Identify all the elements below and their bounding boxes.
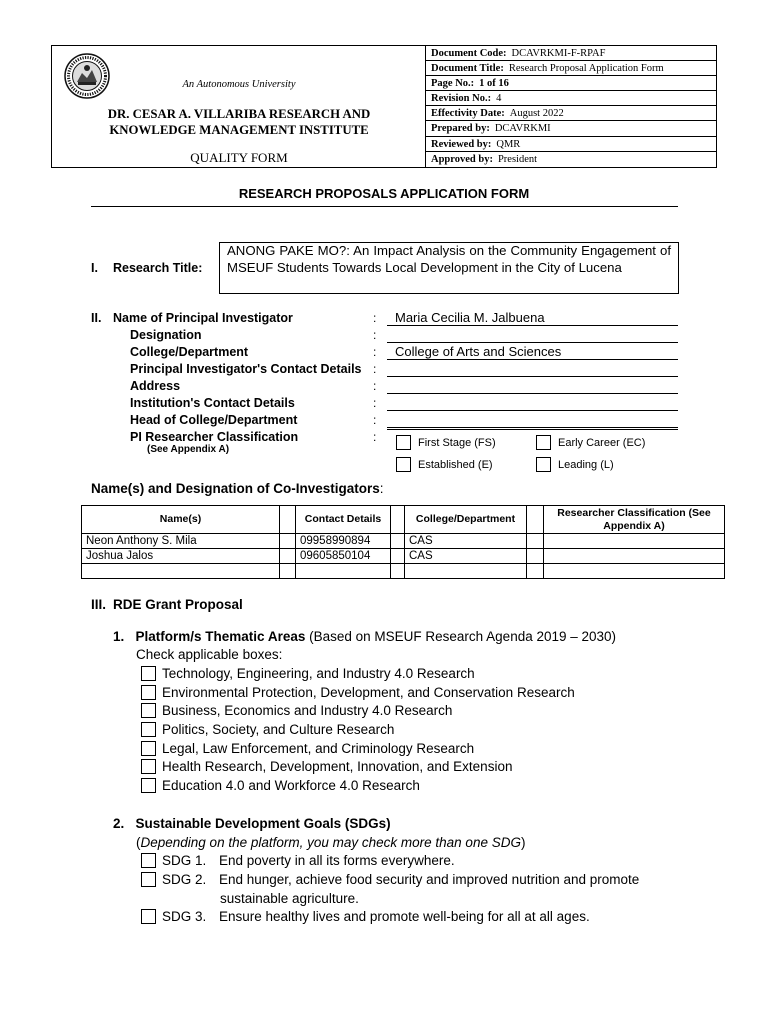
document-header: [51, 45, 717, 168]
institute-name-line1: DR. CESAR A. VILLARIBA RESEARCH AND: [107, 107, 371, 121]
platform-option[interactable]: Health Research, Development, Innovation, and Extension: [141, 757, 701, 776]
platform-heading: 1. Platform/s Thematic Areas (Based on MSEUF Research Agenda 2019 – 2030): [113, 629, 617, 644]
address-field[interactable]: [387, 378, 678, 394]
checkbox[interactable]: [141, 722, 156, 737]
coinvestigators-heading: Name(s) and Designation of Co-Investigators:: [91, 481, 384, 496]
class-cell[interactable]: [544, 564, 725, 579]
colon: :: [373, 430, 377, 444]
checkbox[interactable]: [141, 853, 156, 868]
meta-row: Revision No.: 4: [426, 91, 716, 106]
option-early-career[interactable]: Early Career (EC): [536, 435, 645, 450]
meta-row: Approved by: President: [431, 153, 538, 165]
option-leading[interactable]: Leading (L): [536, 457, 614, 472]
pi-contact-field[interactable]: [387, 361, 678, 377]
checkbox[interactable]: [141, 778, 156, 793]
meta-row: Page No.: 1 of 16: [426, 76, 716, 91]
classification-label: PI Researcher Classification: [130, 430, 299, 444]
checkbox[interactable]: [141, 909, 156, 924]
platform-option[interactable]: Environmental Protection, Development, and Conservation Research: [141, 683, 701, 702]
colon: :: [373, 413, 377, 427]
pi-name-label: Name of Principal Investigator: [113, 311, 293, 325]
sdg-heading: 2. Sustainable Development Goals (SDGs): [113, 816, 391, 831]
coinvestigators-table: [81, 505, 725, 579]
college-cell[interactable]: [405, 564, 527, 579]
checkbox[interactable]: [396, 435, 411, 450]
checkbox[interactable]: [141, 741, 156, 756]
contact-cell[interactable]: 09605850104: [296, 549, 391, 564]
designation-field[interactable]: [387, 327, 678, 343]
colon: :: [373, 311, 377, 325]
head-label: Head of College/Department: [130, 413, 298, 427]
designation-label: Designation: [130, 328, 202, 342]
meta-row: Reviewed by: QMR: [426, 137, 716, 152]
section-1-number: I.: [91, 261, 98, 275]
institution-contact-label: Institution's Contact Details: [130, 396, 295, 410]
section-3-number: III.: [91, 597, 107, 612]
name-cell[interactable]: [82, 564, 280, 579]
table-row: [82, 549, 725, 564]
platform-list: [141, 664, 701, 795]
checkbox[interactable]: [396, 457, 411, 472]
appendix-note: (See Appendix A): [147, 444, 230, 455]
pi-name-field[interactable]: Maria Cecilia M. Jalbuena: [387, 310, 678, 326]
institute-name-line2: KNOWLEDGE MANAGEMENT INSTITUTE: [109, 123, 369, 137]
checkbox[interactable]: [536, 457, 551, 472]
platform-option[interactable]: Legal, Law Enforcement, and Criminology Research: [141, 739, 701, 758]
college-cell[interactable]: CAS: [405, 549, 527, 564]
title-divider: [91, 206, 678, 207]
checkbox[interactable]: [141, 872, 156, 887]
sdg-option-continued: sustainable agriculture.: [220, 891, 359, 906]
address-label: Address: [130, 379, 181, 393]
sdg-option[interactable]: SDG 3. Ensure healthy lives and promote well-being for all at all ages.: [141, 909, 590, 924]
table-header-row: [82, 506, 725, 534]
platform-option[interactable]: Politics, Society, and Culture Research: [141, 720, 701, 739]
platform-option[interactable]: Technology, Engineering, and Industry 4.0 Research: [141, 664, 701, 683]
section-2-number: II.: [91, 311, 102, 325]
college-field[interactable]: College of Arts and Sciences: [387, 344, 678, 360]
platform-option[interactable]: Business, Economics and Industry 4.0 Research: [141, 701, 701, 720]
colon: :: [373, 362, 377, 376]
option-first-stage[interactable]: First Stage (FS): [396, 435, 496, 450]
contact-cell[interactable]: 09958990894: [296, 534, 391, 549]
form-title: RESEARCH PROPOSALS APPLICATION FORM: [238, 186, 530, 201]
class-cell[interactable]: [544, 534, 725, 549]
research-title-label: Research Title:: [113, 261, 203, 275]
checkbox[interactable]: [536, 435, 551, 450]
head-field[interactable]: [387, 412, 678, 428]
table-row: [82, 534, 725, 549]
column-header: Name(s): [82, 506, 280, 534]
rde-grant-label: RDE Grant Proposal: [113, 597, 243, 612]
institution-contact-field[interactable]: [387, 395, 678, 411]
checkbox[interactable]: [141, 666, 156, 681]
colon: :: [373, 379, 377, 393]
sdg-option[interactable]: SDG 2. End hunger, achieve food security and improved nutrition and promote: [141, 872, 639, 887]
meta-row: Document Title: Research Proposal Application Form: [426, 61, 716, 76]
pi-contact-label: Principal Investigator's Contact Details: [130, 362, 362, 376]
platform-instruction: Check applicable boxes:: [136, 647, 283, 662]
platform-option[interactable]: Education 4.0 and Workforce 4.0 Research: [141, 776, 701, 795]
document-meta-table: [426, 46, 716, 167]
meta-row: Effectivity Date: August 2022: [426, 106, 716, 121]
column-header: College/Department: [405, 506, 527, 534]
table-row: [82, 564, 725, 579]
college-label: College/Department: [130, 345, 249, 359]
name-cell[interactable]: Neon Anthony S. Mila: [82, 534, 280, 549]
column-header: Contact Details: [296, 506, 391, 534]
column-header: Researcher Classification (See Appendix A): [544, 506, 725, 534]
college-cell[interactable]: CAS: [405, 534, 527, 549]
quality-form-label: QUALITY FORM: [190, 150, 288, 165]
contact-cell[interactable]: [296, 564, 391, 579]
checkbox[interactable]: [141, 759, 156, 774]
meta-row: Document Code: DCAVRKMI-F-RPAF: [426, 46, 716, 61]
header-institution-panel: [52, 46, 426, 167]
checkbox[interactable]: [141, 703, 156, 718]
sdg-note: (Depending on the platform, you may check more than one SDG): [136, 835, 526, 850]
university-seal-icon: [64, 53, 110, 99]
research-title-field[interactable]: ANONG PAKE MO?: An Impact Analysis on the Community Engagement of MSEUF Students Towards Local Development in the City of Lucena: [219, 242, 679, 294]
option-established[interactable]: Established (E): [396, 457, 493, 472]
colon: :: [373, 396, 377, 410]
colon: :: [373, 345, 377, 359]
autonomous-tagline: An Autonomous University: [182, 79, 296, 90]
meta-row: Prepared by: DCAVRKMI: [426, 121, 716, 136]
colon: :: [373, 328, 377, 342]
checkbox[interactable]: [141, 685, 156, 700]
sdg-option[interactable]: SDG 1. End poverty in all its forms everywhere.: [141, 853, 455, 868]
class-cell[interactable]: [544, 549, 725, 564]
classification-rule: [387, 429, 678, 430]
name-cell[interactable]: Joshua Jalos: [82, 549, 280, 564]
